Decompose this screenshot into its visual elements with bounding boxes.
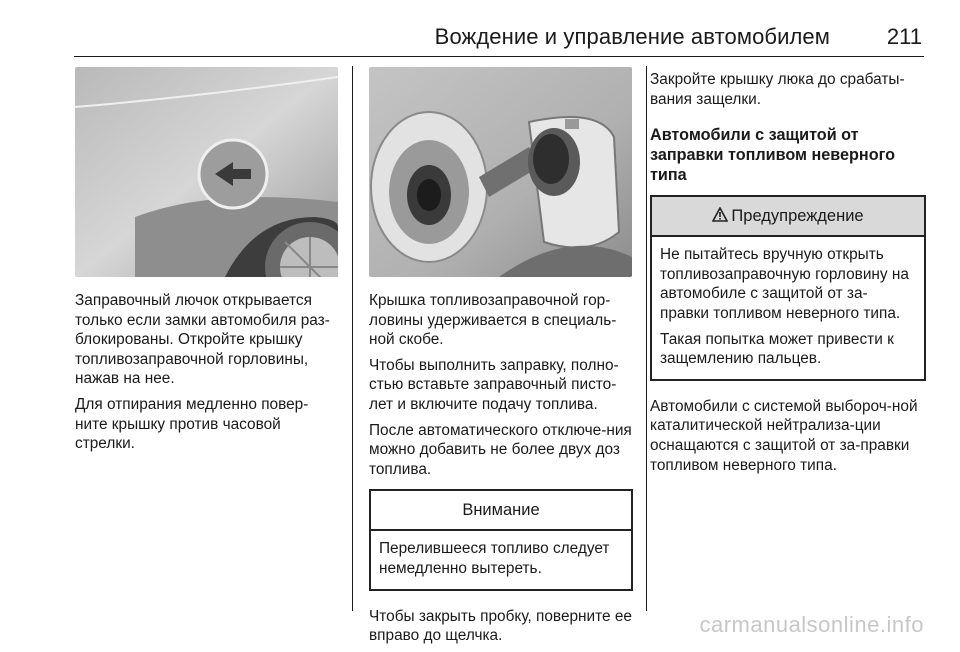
notice-box — [369, 489, 633, 590]
paragraph: Чтобы выполнить заправку, полно-стью вставьте заправочный писто-лет и включите подачу топлива. — [369, 356, 619, 413]
warning-title: Предупреждение — [731, 207, 864, 226]
paragraph: Автомобили с системой выбороч-ной каталитической нейтрализа-ции оснащаются с защитой от за-правки топливом неверного типа. — [650, 397, 918, 474]
section-heading: Автомобили с защитой от заправки топливом неверного типа — [650, 126, 895, 185]
column-divider-1 — [352, 66, 353, 611]
watermark: carmanualsonline.info — [699, 612, 924, 637]
notice-text: Перелившееся топливо следует немедленно вытереть. — [379, 540, 610, 577]
right-column — [650, 70, 928, 481]
warning-box — [650, 195, 926, 381]
paragraph: Для отпирания медленно повер-ните крышку против часовой стрелки. — [75, 395, 309, 453]
column-divider-2 — [646, 66, 647, 611]
warning-triangle-icon — [712, 198, 728, 236]
fuel-cap-open-drawing — [369, 67, 632, 277]
page-number: 211 — [886, 24, 922, 49]
fuel-flap-closed-drawing — [75, 67, 338, 277]
warning-header — [652, 197, 924, 237]
middle-column — [369, 67, 633, 652]
paragraph: Крышка топливозаправочной гор-ловины удерживается в специаль-ной скобе. — [369, 292, 617, 349]
header-rule — [74, 56, 924, 57]
page-header — [0, 0, 960, 60]
fuel-cap-illustration — [369, 67, 632, 277]
warning-text: Такая попытка может привести к защемлению пальцев. — [660, 330, 894, 368]
paragraph: Чтобы закрыть пробку, поверните ее вправо до щелчка. — [369, 607, 632, 645]
warning-text: Не пытайтесь вручную открыть топливозаправочную горловину на автомобиле с защитой от за-правки топливом неверного типа. — [660, 246, 909, 322]
notice-title: Внимание — [371, 491, 631, 531]
paragraph: Заправочный лючок открывается только если замки автомобиля раз-блокированы. Откройте крышку топливозаправочной горловины, нажав на нее. — [75, 292, 330, 388]
page-title: Вождение и управление автомобилем — [434, 24, 830, 49]
left-column — [75, 67, 340, 460]
fuel-flap-illustration — [75, 67, 338, 277]
paragraph: После автоматического отключе-ния можно добавить не более двух доз топлива. — [369, 421, 632, 478]
paragraph: Закройте крышку люка до срабаты-вания защелки. — [650, 71, 905, 108]
